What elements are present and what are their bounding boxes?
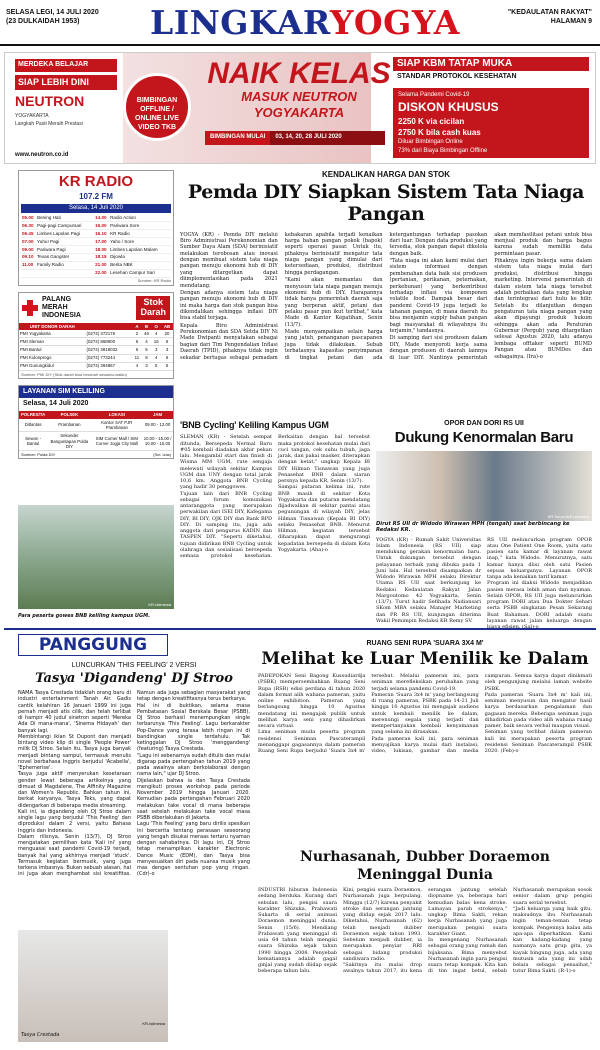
main_story-paragraph: Pihaknya ingin bekerja sama dalam sistem tata niaga mulai dari produksi, distribusi hingga marketing. Intervensi pemerintah di dalam sistem tata niaga tersebut adalah perbaikan data yang lengkap dan terintegrasi dari hulu ke hilir. Setelah itu dilanjutkan dengan pengaturan tata niaga pangan yang akan dipayungi produk hukum sehingga akan ada Peraturan Gubernur (Pergub) yang ditargetkan selesai Agustus 2020, lalu adanya lembaga offtaker seperti BUMD Pangan atau BUMDes dan sebagainya. (Ira)-o: [494, 258, 592, 360]
sim-code: (Sei. Uas): [153, 452, 171, 458]
stok-label-1: Stok: [143, 296, 163, 307]
kr-radio-cell: Texas Gangster: [36, 253, 94, 261]
nurhasanah-paragraph: Kini, pengisi suara Doraemon, Nurhasanah juga berpulang, Minggu (12/7) karena penyakit stroke dan serangan jantung yang diidap sejak 2017 lalu. Diketahui, Nurhasanah (62) telah menjadi dubber Doraemon sejak tahun 1993. Sebelum menjadi dubber, ia merupakan penyiar RRI sebagai bidang produksi sandiwara radio.: [343, 887, 422, 962]
main-kicker: KENDALIKAN HARGA DAN STOK: [322, 170, 450, 179]
uii-paragraph: Program ini diakui Widodo menjadikan pasien merasa lebih aman dan nyaman. Selain OPOR, RS UII juga meluncurkan program DORI atau Dua Dokter Sehari serta PSBB singkatan Pesan Sekarang Buat Bahaman. DORI adalah suatu layanan rawat jalan keluarga dengan biaya efisien. (Sal)-o: [487, 580, 592, 630]
pmi-row: [19, 330, 173, 338]
sim-col-header: POLRES/TA: [19, 411, 47, 418]
pmi-cell: (0274) 773244: [85, 354, 132, 362]
page-header: [0, 0, 600, 46]
date-text: SELASA LEGI, 14 JULI 2020: [6, 9, 99, 16]
nurhasanah-paragraph: "Jadi keluarga yang baik gitu, maksudnya ibu Nurhasanah ingin teman-teman tetap kompak. Pengennya kalau ada apa-apa diperhatikan. Kami kan kadang-kadang yang namanya satu grup gitu, ya kayak bingung juga, ada yang mutusin ada yang ini udah belaiu sebagai penasihat," tutur Bima Sakti. (R-1)-o: [513, 905, 592, 975]
kr-radio-row: [21, 245, 171, 253]
pmi-col-header: A: [132, 323, 141, 331]
masthead-logo: [150, 2, 460, 43]
kr-radio-cell: 06.45: [21, 230, 36, 238]
sim-cell: Ditlantas: [19, 419, 47, 432]
hijri-date-text: (23 DULKAIDAH 1953): [6, 18, 80, 26]
kr-radio-cell: Limbes Lapolan Pagi: [36, 230, 94, 238]
kr-radio-row: [21, 214, 171, 221]
bnb-story: [180, 420, 370, 559]
bnb-paragraph: SLEMAN (KR) - Setelah sempat ditunda, Bersepeda Nermal Baru #05 kembali diadakan akhir pekan lalu. Mengambil start dan finish di Wisma MM UGM, rute sengaja melewati wilayah sekitar Kampus UGM dan UNY dengan total jarak 10,6 km. Anggota BNB Cycling yang hadir 30 penggowes.: [180, 434, 272, 491]
kr-radio-cell: Bening Hati: [36, 214, 94, 221]
kr-radio-freq: 107.2 FM: [79, 191, 113, 201]
pmi-cell: 5: [161, 362, 173, 370]
kr-radio-cell: 22.00: [94, 269, 109, 277]
page-info: [508, 8, 592, 27]
pmi-row: [19, 354, 173, 362]
neutron-advertisement[interactable]: [4, 52, 596, 164]
pmi-blood-stock: [18, 292, 174, 379]
kr-radio-row: [21, 269, 171, 277]
kr-radio-source: Sumber: KR Radio: [137, 277, 171, 283]
kr-radio-row: [21, 261, 171, 269]
kr-radio-cell: KR Radio: [109, 230, 171, 238]
pmi-cell: 5: [151, 362, 161, 370]
pmi-cell: 2: [132, 330, 141, 338]
ad-promo: [393, 57, 589, 158]
sim-col-header: JAM: [142, 411, 173, 418]
rupa-paragraph: PADEPOKAN Seni Bagong Kussudiardja (PSBK) mempersembahkan Ruang Seni Rupa (RSR) edisi perdana di tahun 2020 dalam format alih wahana pameran, yaitu online exhibition. Pameran yang berlangsung hingga 10 Agustus mendatang ini mengajak publik untuk melihat karya seni yang dihadirkan secara virtual.: [258, 673, 366, 729]
pmi-cell: (0274) 3818032: [85, 346, 132, 354]
kr-radio-cell: Lesehan Campur Sari: [109, 269, 171, 277]
pmi-cell: (0274) 372176: [85, 330, 132, 338]
neutron-brand-sub: YOGYAKARTA: [15, 112, 49, 119]
kr-radio-cell: Berita NBK: [109, 261, 171, 269]
sim-cell: Sekunder Banguntapan Polda DIY: [47, 432, 91, 451]
pmi-col-header: O: [151, 323, 161, 331]
kr-radio-row: [21, 253, 171, 261]
kr-radio-cell: [36, 269, 94, 277]
bnb-photo-credit: KR-Istimewa: [148, 602, 171, 607]
info-sidebar: [18, 170, 174, 459]
main-body: [180, 232, 592, 361]
main_story-paragraph: YOGYA (KR) - Pemda DIY melalui Biro Administrasi Perekonomian dan Sumber Daya Alam (SDA) berinisiatif melakukan terobosan atau inovasi dengan membuat sistem tata niaga pangan menuju ekonomi hub di DIY yang ditargetkan dapat diimplementasikan pada 2021 mendatang.: [180, 231, 278, 289]
kr-radio-schedule: [21, 214, 171, 277]
kr-radio-cell: 05.00: [21, 214, 36, 221]
kr-radio-cell: Yuhu! Pagi: [36, 238, 94, 246]
masthead-part-b: YOGYA: [329, 3, 460, 42]
stok-label-2: Darah: [140, 306, 166, 317]
pmi-cell: PMI Sleman: [19, 338, 85, 346]
pmi-cell: 5: [142, 346, 152, 354]
kr-radio-cell: 11.00: [21, 261, 36, 269]
issue-date: [6, 8, 99, 27]
section-divider: [4, 628, 596, 630]
rupa-kicker: RUANG SENI RUPA 'SUARA 3X4 M': [366, 640, 484, 647]
pmi-cell: PMI Gunungkidul: [19, 362, 85, 370]
kr-radio-cell: 16.10: [94, 230, 109, 238]
rupa-story: [258, 640, 592, 975]
tasya-photo: [18, 930, 168, 1042]
pmi-cell: (0274) 394867: [85, 362, 132, 370]
stok-darah-label: [136, 296, 170, 320]
tagline: "KEDAULATAN RAKYAT": [507, 9, 592, 16]
dstroo-body: [18, 690, 250, 878]
pmi-cell: 3: [142, 362, 152, 370]
neutron-logo-block: [15, 59, 117, 127]
nurhasanah-paragraph: "Sakitnya itu mulai drop awalnya tahun 2017, itu kena serangan jantung setelah diopname ya, beberapa hari kemudian balas kena stroke. Lumayan parah strokenya," ungkap Bima Sakti, rekan kerja Nurhasanah yang juga merupakan pengisi suara karakter Giant.: [343, 887, 507, 975]
kr-radio-cell: Dijowla: [109, 253, 171, 261]
promo-box: [393, 88, 589, 158]
main-story: [180, 170, 592, 361]
kr-radio-cell: Pariwara Sore: [109, 222, 171, 230]
masthead-part-a: LINGKAR: [150, 3, 330, 42]
pmi-cell: 6: [132, 346, 141, 354]
uii-photo-credit: KR Surya Adi Lesmana: [547, 513, 589, 519]
kr-radio-cell: Limbes Lapolan Malam: [109, 245, 171, 253]
kr-radio-date: Selasa, 14 Juli 2020: [21, 204, 171, 214]
pmi-row: [19, 362, 173, 370]
tasya-photo-credit: KR-Istimewa: [142, 1021, 165, 1026]
pmi-cell: 20: [161, 330, 173, 338]
kr-radio-box: [18, 170, 174, 286]
dstroo-paragraph: "Lagu ini sebenarnya sudah ditulis dan mulai digarap pada pertengahan tahun 2019 yang pada awalnya akan berkolaborasi dengan nama lain," ujar DJ Stroo.: [137, 752, 250, 778]
rupa-paragraph: Pada pameran kali ini, para seniman menyajikan karya mulai dari instalasi, video, lukisan, gambar dan media campuran. Semua karya dapat dinikmati oleh pengunjung melalui laman website PSBK.: [371, 673, 592, 754]
main_story-paragraph: "Kami akan memantau dan menyusun tata niaga pangan menuju ekonomi hub di DIY. Harapannya tidak hanya pemerintah daerah saja yang berperan aktif, petani dan pelaku pasar pun ikut terlibat," kata Made di Kantor Kepatihan, Senin (13/7).: [284, 277, 383, 328]
rupa-paragraph: Pada pameran 'Suara 3x4 m' kali ini, seniman menyusun dan mengatur hasil karya berdasarkan pengalaman dan gagasan mereka. Beberapa seniman juga dihadirkan pada video alih wahana ruang pamer, baik secara verbal maupun visual.: [484, 691, 592, 729]
pmi-cell: 16: [151, 338, 161, 346]
red-cross-icon: [22, 300, 38, 316]
pmi-cell: 3: [151, 346, 161, 354]
dstroo-paragraph: Hal ini di buktikan, selama masa Pembatasan Sosial Berskala Besar (PSBB), DJ Stroo berhasil menempungkan single terbarunya 'This Feeling'. Lagu berkarakter Pop-Dance yang terasa lebih ringan ini di bandingkan single terdahulu. Tak ketinggalan DJ Stroo 'menggandeng' (featuring) Tasya Crestada.: [137, 702, 250, 753]
sim-row: [19, 419, 173, 432]
dstroo-headline[interactable]: Tasya 'Digandeng' DJ Stroo: [35, 670, 233, 686]
dstroo-kicker: LUNCURKAN 'THIS FEELING' 2 VERSI: [71, 662, 197, 669]
bnb-paragraph: Tujuan lain dari BNB Cycling sebagai forum komunikasi antaranggota yang merupakan perwakilan dari ISEI DIY, Kafegama DIY, BI DIY, OJK DIY dan Bank BPD DIY. Di samping itu, juga ada anggota dari pengurus KADIN dan TASPEN DIY. "Seperti diketahui, tujuan didirikan BNB Cycling untuk olahraga dan sosialisasi bersepeda semasa protokol kesehatan. Berkaitan dengan hal tersebut maka protokol kesehatan mulai dari cuci tangan, cek suhu tubuh, jaga jarak, dan pakai masker, diterapkan dengan ketat," ungkap Kepala BI DIY Hilman Tisnawan yang juga Penasehat BNB dalam siaran persnya kepada KR, Senin (13/7).: [180, 434, 370, 559]
main_story-paragraph: Di samping dari sisi produsen dalam DIY, Made menyoroti kerja sama dengan produsen di daerah lainnya di luar DIY. Nantinya pemerintah akan memfasilitasi petani untuk bisa menjual produk dan harga bagus karena sudah memiliki data permintaan pasar.: [389, 231, 592, 361]
sim-cell: 10.00 - 15.00 / 10.00 - 15.00: [142, 432, 173, 451]
main_story-paragraph: Kepala Biro Administrasi Perekonomian dan SDA Setda DIY Ni Made Dwipanti menyatakan sebagai bagian dari Tim Pengendalian Inflasi Daerah (TPID), pihaknya tidak ingin sekadar bertugas sebagai pemadam kebakaran apabila terjadi kenaikan harga bahan pangan pokok (bapok) seperti operasi pasar. Untuk itu, pihaknya berinisiatif mengatur tata niaga pangan yang dimulai dari ketersediaan, produksi, distribusi hingga perdagangan.: [180, 231, 383, 361]
pmi-col-header: B: [142, 323, 152, 331]
kr-radio-cell: 21.00: [94, 261, 109, 269]
dstroo-paragraph: NAMA Tasya Crestada tidaklah orang baru di industri entertainment Tanah Air. Gadis cantik kelahiran 16 Januari 1999 ini juga pernah menjadi atis cilik, dan telah terlibat di hampir 40 judul sinetron seperti 'Mereka Ada Di mana-mana', 'Sinema Hidayah' dan banyak lagi.: [18, 690, 131, 734]
sim-cell: 09.00 - 12.00: [142, 419, 173, 432]
pmi-source: Sumber: PMI DIY (Stok darah bisa berubah sewaktu-waktu): [21, 371, 127, 377]
pmi-cell: (0274) 868900: [85, 338, 132, 346]
pmi-cell: 6: [161, 354, 173, 362]
rupa-paragraph: Lima seniman muda peserta program residensi Seniman Pascaterampil menanggapi gagasannya dalam pameran Ruang Seni Rupa berjudul 'Suara 3x4 m' tersebut. Melalui pameran ini, para seniman merefleksikan perubahan yang terjadi selama pandemi Covid-19.: [258, 673, 479, 754]
pmi-cell: 8: [142, 354, 152, 362]
promo-line-3: Selama Pandemi Covid-19: [398, 91, 470, 98]
main_story-paragraph: Dengan adanya sistem tata niaga pangan menuju ekonomi hub di DIY ini maka harga dan stok pangan bisa dikendalikan sehingga inflasi DIY bisa stabil terjaga.: [180, 289, 278, 322]
dstroo-paragraph: Lagu 'This Feeling' yang baru dirilis spesikan ini bercerita tentang perasaan seseorang yang tengah disukai meraas tertaru nyaman dengan sahabatnya. Di lagu ini, DJ Stroo tetap menampilkan karakter Electronic Dance Music (EDM), dan Tasya bisa menyesuaikan diri pada nuansa musik yang mas dengan sentuhan pop yang ringan. (Cdr)-o: [137, 821, 250, 878]
promo-line-7: Diluar Bimbingan Online: [398, 139, 463, 146]
pmi-cell: 11: [132, 354, 141, 362]
pmi-cell: 4: [132, 362, 141, 370]
bnb-paragraph: Sampai putaran kelima ini, rute BNB masih di sekitar Kota Yogyakarta dan putaran mendatang dijadwalkan di sekitar pantai atau pegunungan di wilayah DIY, jelas Hilman Tisnawan (Kepala BI DIY) selaku Penasehat BNB. Menurut Hilman, kegiatan tersebut diharapkan dapat mengurangi kepadatan bersepeda di dalam Kota Yogyakarta. (Aha)-o: [278, 484, 370, 553]
dstroo-paragraph: Dijelaskan bahwa ia dan Tasya Crestada mengikuti proses workshop pada periode November 2019 hingga Januari 2020. Kemudian pada pertengahan Februari 2020 melakukan take vocal di mana beberapa saat setelah melakukan take vocal masa PSBB diberlakukan di Jakarta.: [137, 777, 250, 821]
ad-circle-badge: BIMBINGAN OFFLINE / ONLINE LIVE VIDEO TKB: [123, 73, 191, 141]
promo-line-1: SIAP KBM TATAP MUKA: [393, 57, 589, 71]
rupa-headline[interactable]: Melihat ke Luar Menilik ke Dalam: [261, 648, 589, 669]
sim-source: Sumber: Polda DIY: [21, 452, 56, 458]
pmi-cell: PMI Bantul: [19, 346, 85, 354]
kr-radio-cell: 09.00: [21, 245, 36, 253]
neutron-slogan: Langkah Pasti Meraih Prestasi: [15, 120, 83, 127]
uii-story: [376, 420, 592, 630]
nurhasanah-paragraph: INDUSTRI hiburan Indonesia sedang berduka. Kurang dari sebulan lalu, pengisi suara karakter Shizuka, Prabawati Sukarta di serial animasi Doraemon meninggal dunia, Senin (15/6). Mendiang Prabawati yang meninggal di usia 64 tahun telah mengisi suara Shizuka sejak tahun 1990 hingga 2008. Penyebab kematiannya adalah gagal ginjal yang sudah diidap sejak beberapa tahun lalu.: [258, 887, 337, 975]
sim-table: [19, 411, 173, 451]
bnb-body: [180, 434, 370, 559]
neutron-website: www.neutron.co.id: [15, 151, 69, 158]
tasya-photo-caption: Tasya Crestada: [21, 1031, 60, 1038]
nurhasanah-headline[interactable]: Nurhasanah, Dubber Doraemon Meninggal Dunia: [300, 849, 550, 883]
kr-radio-cell: 09.10: [21, 253, 36, 261]
ad-title-line1: NAIK KELAS: [207, 57, 391, 90]
kr-radio-cell: Family Radio: [36, 261, 94, 269]
ad-strip-1: MERDEKA BELAJAR: [15, 59, 117, 72]
pmi-name: [42, 296, 136, 320]
kr-radio-cell: [21, 269, 36, 277]
kr-radio-cell: 18.15: [94, 253, 109, 261]
kr-radio-row: [21, 238, 171, 246]
pmi-cell: PMI Yogyakarta: [19, 330, 85, 338]
dstroo-paragraph: Tasya juga aktif menyerukan kesetaraan gender lewat beberapa artikelnya yang dimuat di Magdalene, The Affinity Magazine dan Women's Republic. Bahkan tahun ini, berkat karyanya, Tasya Teks, yang dapat didengarkan di beberapa media streaming.: [18, 771, 131, 809]
main_story-paragraph: Made menyampaikan selain harga yang jatuh, penanganan pascapanen juga tidak dilakukan. Sebab terbatasnya kapasitas penyimpanan di tingkat petani dan ada ketergantungan terhadap pasokan dari luar. Dengan data produksi yang tersedia, stok pangan dapat dikelola dengan baik.: [284, 231, 488, 361]
bnb-caption: Para peserta gowes BNB keliling kampus UGM.: [18, 613, 150, 619]
sim-col-header: LOKASI: [92, 411, 143, 418]
kr-radio-cell: 18.00: [94, 245, 109, 253]
rupa-body: [258, 673, 592, 843]
pmi-name-3: INDONESIA: [42, 311, 81, 319]
kr-radio-cell: Radio Action: [109, 214, 171, 221]
promo-price-2: 2750 K bila cash kuas: [398, 128, 481, 138]
ad-strip-2: SIAP LEBIH DINI: [15, 75, 117, 90]
pmi-name-1: PALANG: [42, 295, 72, 303]
rupa-paragraph: Seniman yang terlibat dalam pameran kali ini merupakan peserta program residensi Seniman Pascaterampil PSBK 2020. (Feb)-o: [484, 729, 592, 754]
ad-schedule-label: BIMBINGAN MULAI: [205, 131, 270, 145]
uii-body: [376, 537, 592, 631]
nurhasanah-paragraph: Ia mengenang Nurhasanah sebagai orang yang ramah dan bijaksana. Bima menyebut Nurhasanah ingin para pengisi suara tetap kompak. Kita kan di tim ingat betul, sebab Nurhasanah merupakan sosok senior dalam grup pengisi suara serial tersebut.: [428, 887, 592, 975]
bnb-headline[interactable]: 'BNB Cycling' Keliling Kampus UGM: [180, 420, 329, 430]
pmi-cell: 6: [132, 338, 141, 346]
kr-radio-row: [21, 222, 171, 230]
kr-radio-cell: Pagi-pagi Campursari: [36, 222, 94, 230]
pmi-col-header: [85, 323, 132, 331]
dstroo-story: [18, 662, 250, 878]
kr-radio-logo: KR RADIO: [58, 173, 134, 190]
pmi-cell: 6: [161, 338, 173, 346]
pmi-table: [19, 323, 173, 371]
uii-headline[interactable]: Dukung Kenormalan Baru: [394, 428, 574, 446]
main-headline[interactable]: Pemda DIY Siapkan Sistem Tata Niaga Pangan: [187, 181, 585, 225]
promo-discount: DISKON KHUSUS: [398, 100, 499, 115]
sim-cell: Kantor SAT PJR Prambanan: [92, 419, 143, 432]
sim-cell: Prambanan: [47, 419, 91, 432]
sim-date: Selasa, 14 Juli 2020: [23, 400, 89, 408]
kr-radio-cell: 16.00: [94, 222, 109, 230]
main_story-paragraph: "Tata niaga ini akan kami mulai dari sistem informasi dengan pembenahan data baik sisi produsen (pertanian, perikanan, peternakan, perkebunan) yang berkontribusi terhadap inflasi via komponen volatile food. Dampak besar dari pandemi Covid-19 juga terjadi ke tahanan pangan, di mana daerah itu bisa menjamin supply bahan pangan bagi masyarakat di wilayahnya itu terjamin," tandasnya.: [389, 258, 488, 335]
uii-caption: Dirut RS UII dr Widodo Wirawan MPH (tengah) saat berbincang ke Redaksi KR.: [376, 520, 570, 533]
pmi-col-header: UNIT DONOR DARAH: [19, 323, 85, 331]
pmi-col-header: AB: [161, 323, 173, 331]
sim-cell: Sewon - Bantul: [19, 432, 47, 451]
kr-radio-cell: 17.00: [94, 238, 109, 246]
pmi-cell: 3: [161, 346, 173, 354]
pmi-cell: PMI Kulonprogo: [19, 354, 85, 362]
kr-radio-cell: 07.00: [21, 238, 36, 246]
sim-col-header: POLSEK: [47, 411, 91, 418]
sim-row: [19, 432, 173, 451]
kr-radio-cell: 14.00: [94, 214, 109, 221]
pmi-cell: 46: [142, 330, 152, 338]
panggung-section-label: PANGGUNG: [18, 634, 168, 656]
sim-title: LAYANAN SIM KELILING: [19, 386, 173, 399]
page-number: HALAMAN 9: [550, 18, 592, 26]
rupa-paragraph: Pameran 'Suara 3x4 m' yang berlangsung di ruang pameran, PSBK pada 14-21 Juli hingga 10 Agustus ini mengajak audiens untuk kembali menilik ke dalam, merenungi segala yang terjadi dan mempertanyakan kembali kenyamanan yang selama ini dirasakan.: [371, 691, 479, 736]
kr-radio-cell: Pariwara Pagi: [36, 245, 94, 253]
pmi-cell: 4: [151, 354, 161, 362]
ad-schedule: [205, 131, 385, 145]
neutron-brand: NEUTRON: [15, 93, 85, 109]
pmi-cell: 4: [151, 330, 161, 338]
sim-cell: SIM Corner Mall / SIM Corner Jogja City Mall: [92, 432, 143, 451]
pmi-name-2: MERAH: [42, 303, 68, 311]
ad-title-line2: MASUK NEUTRON YOGYAKARTA: [241, 89, 357, 120]
pmi-row: [19, 338, 173, 346]
ad-schedule-dates: 03, 14, 20, 28 JULI 2020: [270, 131, 385, 145]
dstroo-paragraph: Membintangi iklan St Dupont dan menjadi bintang video klip di single 'People Power' milik DJ Stroo. Selain itu, Tasya juga banyak menjadi bintang sampul, termasuk menulis novel berbahasa Inggris berjudul 'Acabella', 'Ephemerise'.: [18, 733, 131, 771]
ad-title: [201, 59, 397, 120]
section-2: [180, 420, 592, 630]
sim-keliling-box: [18, 385, 174, 460]
kr-radio-row: [21, 230, 171, 238]
promo-line-2: STANDAR PROTOKOL KESEHATAN: [397, 73, 517, 80]
pmi-row: [19, 346, 173, 354]
dstroo-paragraph: Dalam rilisnya, Senin (13/7), DJ Stroo mengatakan pemilihan kata 'Kali ini' yang menguasai saat pandemi Covid-19 terjadi, banyak hal yang akhirnya menjadi 'stuck'. Termasuk kegiatan bermusik, yang juga terkena imbasnya. Bukan sebuah alasan, hal ini juga akan menghambat sisi kreatifitas. Namun ada juga sebagian masyarakat yang tetap dengan kreatifitasnya terus berkarya.: [18, 690, 250, 878]
uii-paragraph: RS UII meluncurkan program OPOR atau One Patient One Room, yaitu satu pasien satu kamar di layanan rawat inap," kata Widodo. Menurutnya, satu kamar hanya diisi oleh satu Pasien sepuas keluarganya. Layanan OPOR tanpa ada kenaikan tarif kamar.: [487, 536, 592, 580]
uii-paragraph: YOGYA (KR) - Rumah Sakit Universitas Islam Indonesia (RS UII) siap mendukung gerakan kenormalan baru. Untuk dukungan tersebut dengan pelayanan terbaik yang dibuka pada 1 Juni lalu. Hal tersebut disampaikan dr Widodo Wirawan MPH selaku Direktur Utama RS UII saat berkunjung ke Redaksi Kedaulatan Rakyat Jalan Margoutomo 42 Yogyakarta, Senin (13/7). Turut hadir Sefihada Nadiansari SKom MBA selaku Manajer Marketing dan PR RS UII, kunjungan diterima Wakil Pemimpin Redaksi KR Remy SV.: [376, 536, 481, 624]
kr-radio-cell: 06.30: [21, 222, 36, 230]
kr-radio-cell: Yaho / Sore: [109, 238, 171, 246]
uii-kicker: OPOR DAN DORI RS UII: [444, 420, 524, 427]
promo-line-8: 73% dari Biaya Bimbingan Offline: [398, 147, 488, 154]
dstroo-paragraph: Kali ini, ia digandeng oleh DJ Stroo dalam single lagu yang berjudul 'This Feeling' dan diproduksi dalam 2 versi, yaitu Bahasa Inggris dan Indonesia.: [18, 808, 131, 834]
uii-photo: [376, 451, 592, 521]
nurhasanah-body: [258, 887, 592, 975]
bnb-photo: [18, 505, 174, 609]
pmi-cell: 4: [142, 338, 152, 346]
promo-price-1: 2250 K via cicilan: [398, 116, 465, 126]
